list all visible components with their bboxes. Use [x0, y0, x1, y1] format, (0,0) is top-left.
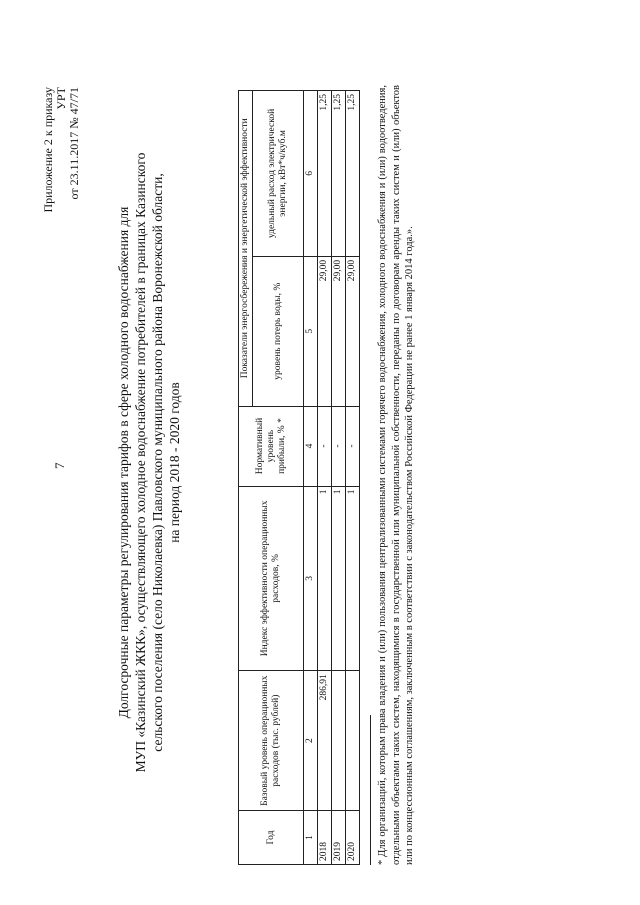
table-row [346, 91, 360, 865]
tariff-parameters-table [238, 90, 360, 865]
cell-water-loss: 29,00 [332, 256, 346, 406]
cell-efficiency-index: 1 [318, 486, 332, 671]
footnote: * Для организаций, которым права владения и (или) пользования централизованными системами горячего водоснабжения, холодного водоснабжения и (или) водоотведения, отдельными объектами таких систем, находящимися в государственной или муниципальной собственности, переданы по договорам аренды таких систем и (или) объектов или по концессионным соглашениям, заключенным в соответствии с законодательством Российской Федерации не ранее 1 января 2014 года.». [377, 85, 415, 865]
cell-base-level [346, 671, 360, 811]
cell-year: 2019 [332, 811, 346, 865]
cell-water-loss: 29,00 [346, 256, 360, 406]
cell-efficiency-index: 1 [346, 486, 360, 671]
footnote-separator [370, 715, 371, 865]
cell-year: 2020 [346, 811, 360, 865]
appendix-line-2: от 23.11.2017 № 47/71 [67, 87, 81, 200]
cell-base-level [332, 671, 346, 811]
cell-base-level: 286,91 [318, 671, 332, 811]
cell-normative-profit: - [318, 406, 332, 486]
cell-normative-profit: - [332, 406, 346, 486]
cell-electricity: 1,25 [332, 91, 346, 257]
header-energy-group: Показатели энергосбережения и энергетической эффективности [239, 91, 253, 407]
cell-normative-profit: - [346, 406, 360, 486]
column-number-row [304, 91, 318, 865]
appendix-line-1: Приложение 2 к приказу УРТ [41, 87, 68, 213]
cell-electricity: 1,25 [318, 91, 332, 257]
table-row [332, 91, 346, 865]
appendix-note [42, 87, 81, 237]
column-number: 6 [304, 91, 318, 257]
header-water-loss: уровень потерь воды, % [253, 256, 304, 406]
column-number: 1 [304, 811, 318, 865]
page-number: 7 [52, 462, 67, 469]
cell-water-loss: 29,00 [318, 256, 332, 406]
title-line-4: на период 2018 - 2020 годов [167, 382, 182, 543]
header-efficiency-index: Индекс эффективности операционных расходов, % [239, 486, 304, 671]
header-base-level: Базовый уровень операционных расходов (тыс. рублей) [239, 671, 304, 811]
title-line-1: Долгосрочные параметры регулирования тарифов в сфере холодного водоснабжения для [116, 206, 131, 719]
cell-year: 2018 [318, 811, 332, 865]
title-line-3: сельского поселения (село Николаевка) Павловского муниципального района Воронежской области, [150, 173, 165, 752]
document-title [115, 110, 183, 815]
column-number: 5 [304, 256, 318, 406]
cell-electricity: 1,25 [346, 91, 360, 257]
header-normative-profit: Нормативный уровень прибыли, % * [239, 406, 304, 486]
header-year: Год [239, 811, 304, 865]
column-number: 2 [304, 671, 318, 811]
table-header-row [239, 91, 253, 865]
cell-efficiency-index: 1 [332, 486, 346, 671]
title-line-2: МУП «Казинский ЖКК», осуществляющего холодное водоснабжение потребителей в границах Казинского [133, 152, 148, 773]
column-number: 3 [304, 486, 318, 671]
column-number: 4 [304, 406, 318, 486]
header-electricity: удельный расход электрической энергии, кВт*ч/куб.м [253, 91, 304, 257]
table-row [318, 91, 332, 865]
